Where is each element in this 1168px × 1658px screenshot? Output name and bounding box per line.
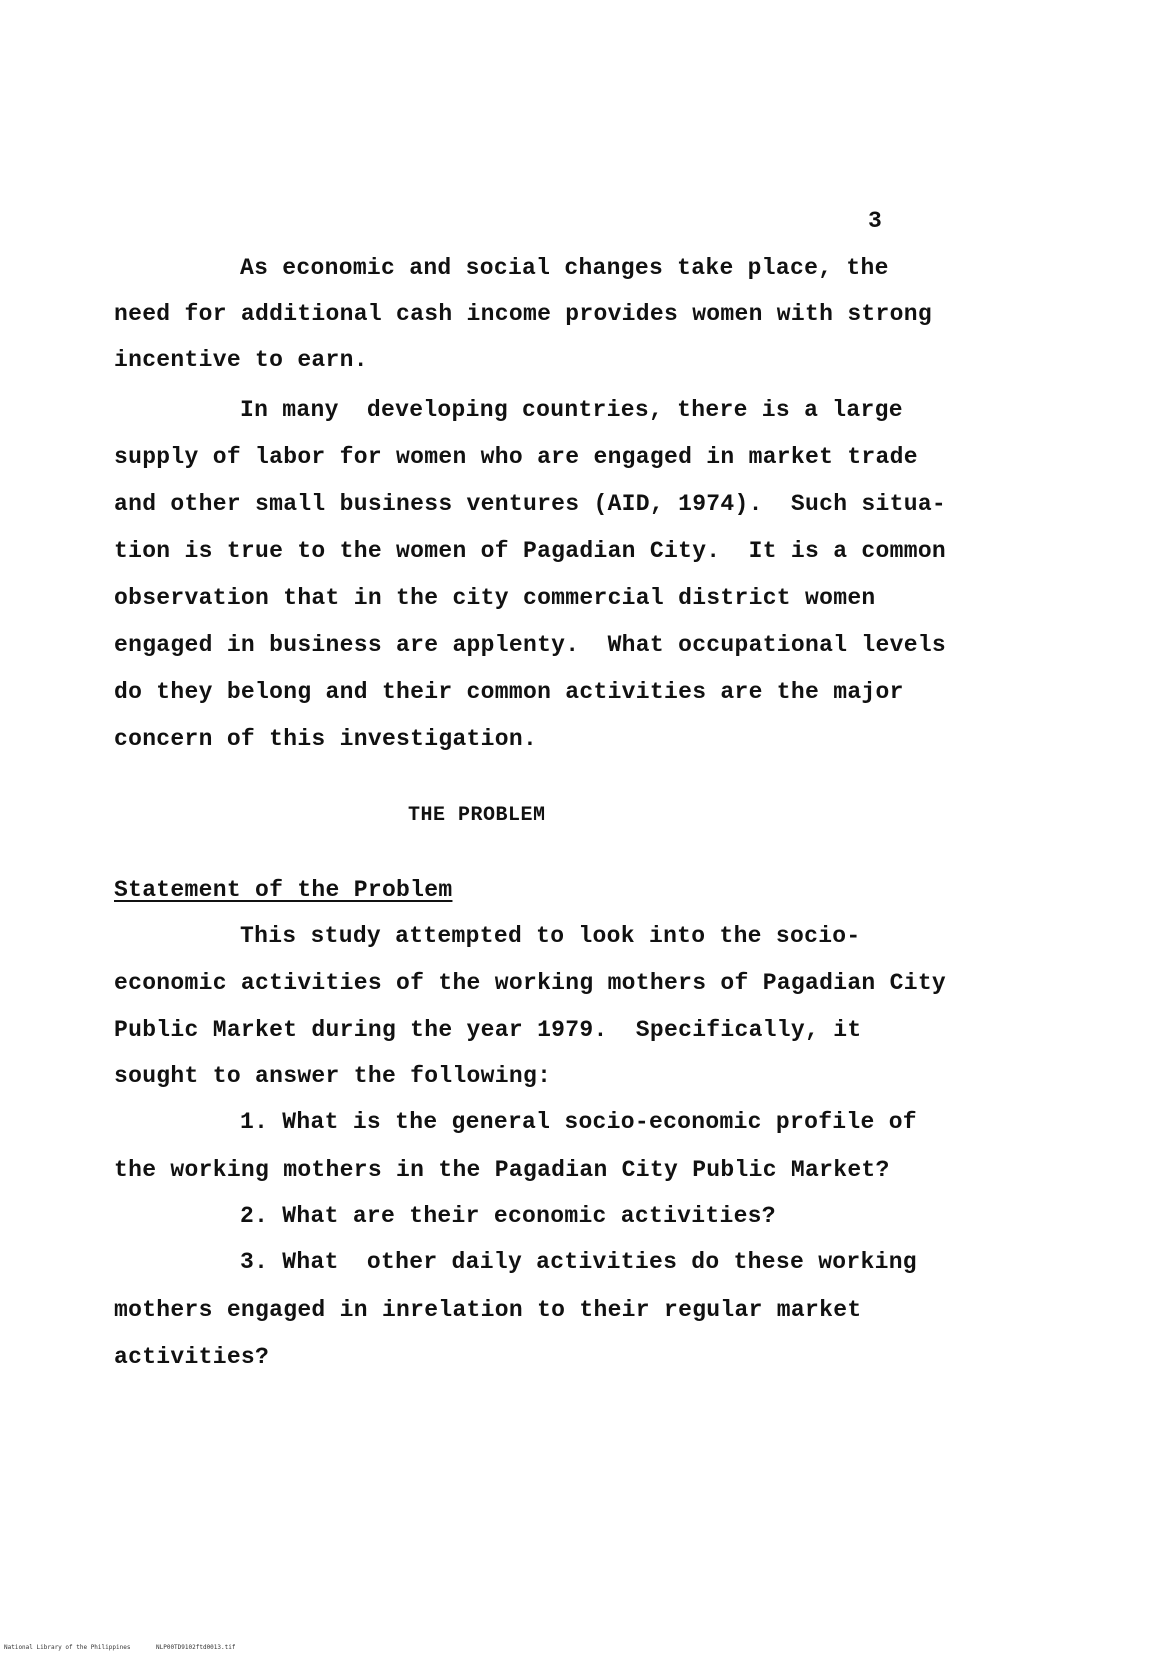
- paragraph-2-line-4: tion is true to the women of Pagadian City. It is a common: [114, 538, 947, 564]
- question-1-line-1: 1. What is the general socio-economic profile of: [240, 1109, 917, 1135]
- paragraph-1-line-2: need for additional cash income provides women with strong: [114, 301, 932, 327]
- paragraph-3-line-2: economic activities of the working mothers of Pagadian City: [114, 970, 947, 996]
- question-3-line-3: activities?: [114, 1344, 270, 1370]
- footer-file-id: NLP00TD9102ftd0013.tif: [156, 1644, 236, 1651]
- paragraph-3-line-3: Public Market during the year 1979. Specifically, it: [114, 1017, 862, 1043]
- paragraph-2-line-3: and other small business ventures (AID, 1974). Such situa-: [114, 491, 947, 517]
- paragraph-2-line-6: engaged in business are applenty. What occupational levels: [114, 632, 947, 658]
- question-3-line-1: 3. What other daily activities do these working: [240, 1249, 917, 1275]
- paragraph-2-line-7: do they belong and their common activities are the major: [114, 679, 904, 705]
- paragraph-3-line-4: sought to answer the following:: [114, 1063, 552, 1089]
- paragraph-2-line-5: observation that in the city commercial district women: [114, 585, 876, 611]
- question-1-line-2: the working mothers in the Pagadian City Public Market?: [114, 1157, 890, 1183]
- subsection-heading: Statement of the Problem: [114, 877, 453, 903]
- footer-library-name: National Library of the Philippines: [4, 1644, 131, 1651]
- page-number: 3: [868, 208, 882, 234]
- section-heading: THE PROBLEM: [408, 804, 546, 827]
- paragraph-1-line-3: incentive to earn.: [114, 347, 368, 373]
- question-3-line-2: mothers engaged in inrelation to their regular market: [114, 1297, 862, 1323]
- paragraph-3-line-1: This study attempted to look into the socio-: [240, 923, 861, 949]
- paragraph-2-line-8: concern of this investigation.: [114, 726, 538, 752]
- paragraph-1-line-1: As economic and social changes take place, the: [240, 255, 889, 281]
- question-2-line-1: 2. What are their economic activities?: [240, 1203, 776, 1229]
- paragraph-2-line-1: In many developing countries, there is a large: [240, 397, 903, 423]
- paragraph-2-line-2: supply of labor for women who are engaged in market trade: [114, 444, 918, 470]
